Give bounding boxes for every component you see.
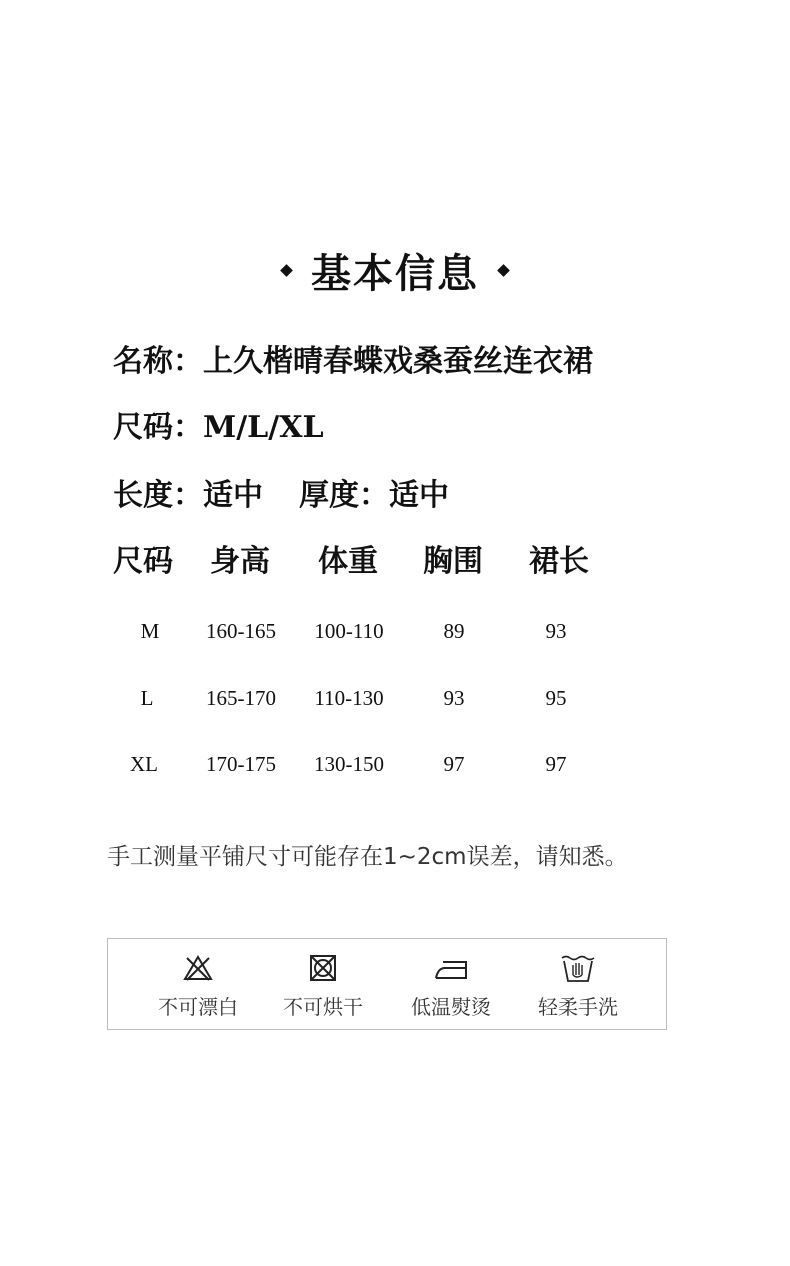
- length-label: 长度：: [113, 478, 203, 513]
- table-cell: 165-170: [206, 686, 276, 710]
- table-cell: 110-130: [314, 686, 384, 710]
- table-cell: 97: [443, 752, 465, 776]
- table-cell: 95: [545, 686, 567, 710]
- table-cell: 97: [545, 752, 567, 776]
- right-diamond-icon: [497, 264, 510, 277]
- care-item-no-bleach: [133, 953, 263, 1020]
- thickness-value: 适中: [389, 478, 449, 513]
- low-iron-icon: [433, 953, 469, 983]
- no-bleach-icon: [180, 953, 216, 983]
- care-label: 轻柔手洗: [538, 995, 618, 1019]
- hand-wash-icon: [560, 953, 596, 983]
- table-cell: 160-165: [206, 619, 276, 643]
- care-label: 不可漂白: [158, 995, 238, 1019]
- table-cell: 89: [443, 619, 465, 643]
- product-name-line: [113, 342, 593, 382]
- name-label: 名称：: [113, 344, 203, 379]
- page-title: 基本信息: [311, 249, 479, 297]
- title-row: [0, 238, 790, 302]
- table-cell: 100-110: [314, 619, 384, 643]
- table-cell: 93: [443, 686, 465, 710]
- care-label: 不可烘干: [283, 995, 363, 1019]
- table-cell: M: [140, 619, 160, 643]
- header-height: 身高: [210, 544, 270, 579]
- measurement-note: 手工测量平铺尺寸可能存在1~2cm误差，请知悉。: [107, 844, 628, 870]
- name-value: 上久楷晴春蝶戏桑蚕丝连衣裙: [203, 344, 593, 379]
- header-skirt-length: 裙长: [529, 544, 589, 579]
- length-value: 适中: [203, 478, 263, 513]
- care-item-no-tumble-dry: [258, 953, 388, 1020]
- length-thickness-line: [113, 476, 449, 516]
- table-cell: 170-175: [206, 752, 276, 776]
- header-weight: 体重: [318, 544, 378, 579]
- care-instructions-box: [107, 938, 667, 1030]
- table-cell: XL: [130, 752, 158, 776]
- thickness-label: 厚度：: [299, 478, 389, 513]
- left-diamond-icon: [280, 264, 293, 277]
- care-label: 低温熨烫: [411, 995, 491, 1019]
- size-value: M/L/XL: [203, 410, 324, 445]
- size-label: 尺码：: [113, 410, 203, 445]
- size-line: [113, 408, 324, 448]
- table-cell: 93: [545, 619, 567, 643]
- care-item-hand-wash: [513, 953, 643, 1020]
- care-item-low-iron: [386, 953, 516, 1020]
- table-cell: L: [140, 686, 154, 710]
- header-bust: 胸围: [423, 544, 483, 579]
- no-tumble-dry-icon: [305, 953, 341, 983]
- table-cell: 130-150: [314, 752, 384, 776]
- header-size: 尺码: [113, 544, 173, 579]
